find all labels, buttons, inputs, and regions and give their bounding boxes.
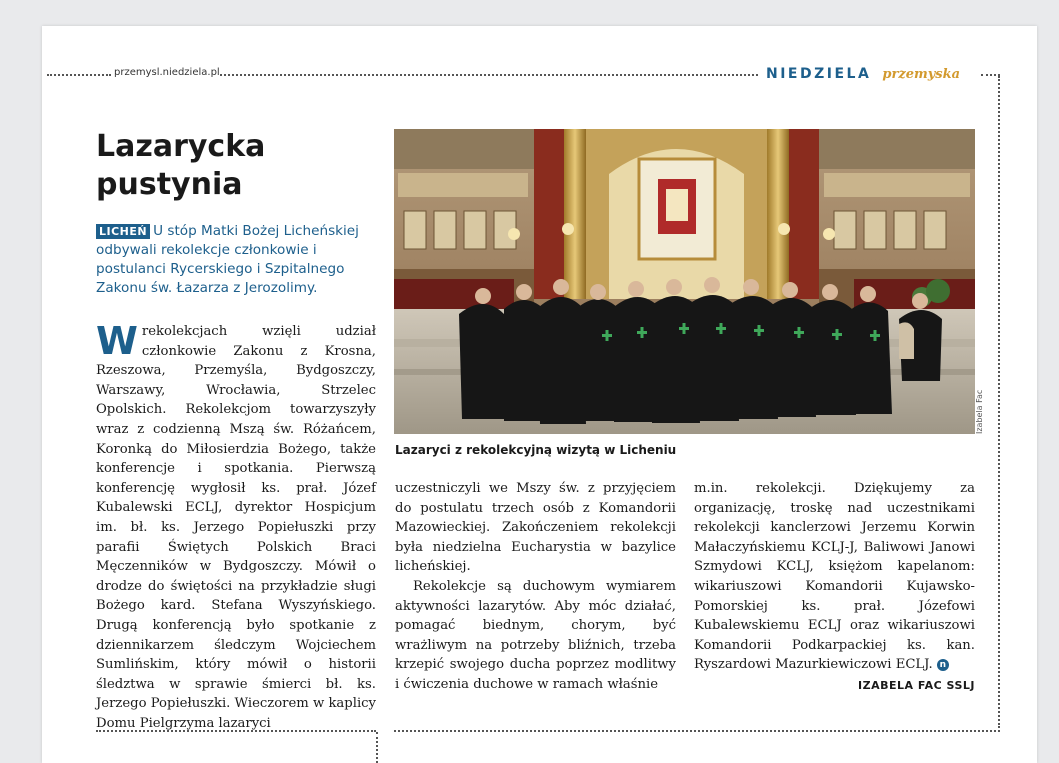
- site-url[interactable]: przemysl.niedziela.pl: [114, 67, 220, 78]
- photo-caption: Lazaryci z rekolekcyjną wizytą w Licheniu: [395, 443, 677, 457]
- header-rule-middle: [220, 74, 758, 76]
- title-line-1: Lazarycka: [96, 129, 266, 164]
- column-1-text: rekolekcjach wzięli udział członkowie Zakonu z Krosna, Rzeszowa, Przemyśla, Bydgoszczy, Warszawy, Wrocławia, Strzelec Opolskich. Rekolekcjom towarzyszyły wraz z codzienną Mszą św. Różańcem, Koronką do Miłosierdzia Bożego, także konferencje i spotkania. Pierwszą konferencję wygłosił ks. prał. Józef Kubalewski ECLJ, dyrektor Hospicjum im. bł. ks. Jerzego Popiełuszki przy parafii Świętych Polskich Braci Męczenników w Bydgoszczy. Mówił o drodze do świętości na przykładzie sługi Bożego kard. Stefana Wyszyńskiego. Drugą konferencją było spotkanie z dziennikarzem śledczym Wojciechem Sumlińskim, który mówił o historii śledztwa w sprawie śmierci bł. ks. Jerzego Popiełuszki. Wieczorem w kaplicy Domu Pielgrzyma lazaryci: [96, 324, 377, 731]
- article-title: [96, 128, 376, 204]
- body-column-3: [694, 479, 975, 675]
- column-2-paragraph-2: Rekolekcje są duchowym wymiarem aktywności lazarytów. Aby móc działać, pomagać biednym, chorym, być wrażliwym na potrzeby bliźnich, trzeba krzepić swojego ducha poprzez modlitwy i ćwiczenia duchowe w ramach właśnie: [395, 578, 676, 692]
- title-line-2: pustynia: [96, 167, 243, 202]
- author-byline: IZABELA FAC SSLJ: [858, 679, 975, 692]
- brand-block: [766, 63, 960, 82]
- end-mark-icon: n: [937, 659, 949, 671]
- group-photo: [394, 129, 975, 434]
- lead-text: U stóp Matki Bożej Licheńskiej odbywali rekolekcje członkowie i postulanci Rycerskiego i Szpitalnego Zakonu św. Łazarza z Jerozolimy.: [96, 223, 359, 296]
- drop-cap: W: [96, 319, 138, 363]
- column-divider: [376, 732, 378, 763]
- basilica-interior-illustration: [394, 129, 975, 434]
- body-column-2: [395, 479, 676, 695]
- column-3-text: m.in. rekolekcji. Dziękujemy za organizację, troskę nad uczestnikami rekolekcji kanclerzowi Jerzemu Korwin Małaczyńskiemu KCLJ-J, Baliwowi Janowi Szmydowi KCLJ, księżom kapelanom: wikariuszowi Komandorii Kujawsko-Pomorskiej ks. prał. Józefowi Kubalewskiemu ECLJ oraz wikariuszowi Komandorii Podkarpackiej ks. kan. Ryszardowi Mazurkiewiczowi ECLJ.: [694, 481, 975, 673]
- right-border-rule: [998, 76, 1000, 728]
- brand-name: NIEDZIELA: [766, 66, 872, 82]
- footer-rule-right: [394, 730, 1000, 732]
- article-lead: [96, 222, 378, 298]
- column-2-paragraph-1: uczestniczyli we Mszy św. z przyjęciem do postulatu trzech osób z Komandorii Mazowieckiej. Zakończeniem rekolekcji była niedzielna Eucharystia w bazylice licheńskiej.: [395, 481, 676, 575]
- brand-edition: przemyska: [882, 67, 961, 82]
- photo-credit: Izabela Fac: [975, 389, 984, 434]
- header-rule-left: [47, 74, 111, 76]
- body-column-1: [96, 319, 377, 733]
- footer-rule-left: [96, 730, 376, 732]
- location-tag: LICHEŃ: [96, 224, 150, 239]
